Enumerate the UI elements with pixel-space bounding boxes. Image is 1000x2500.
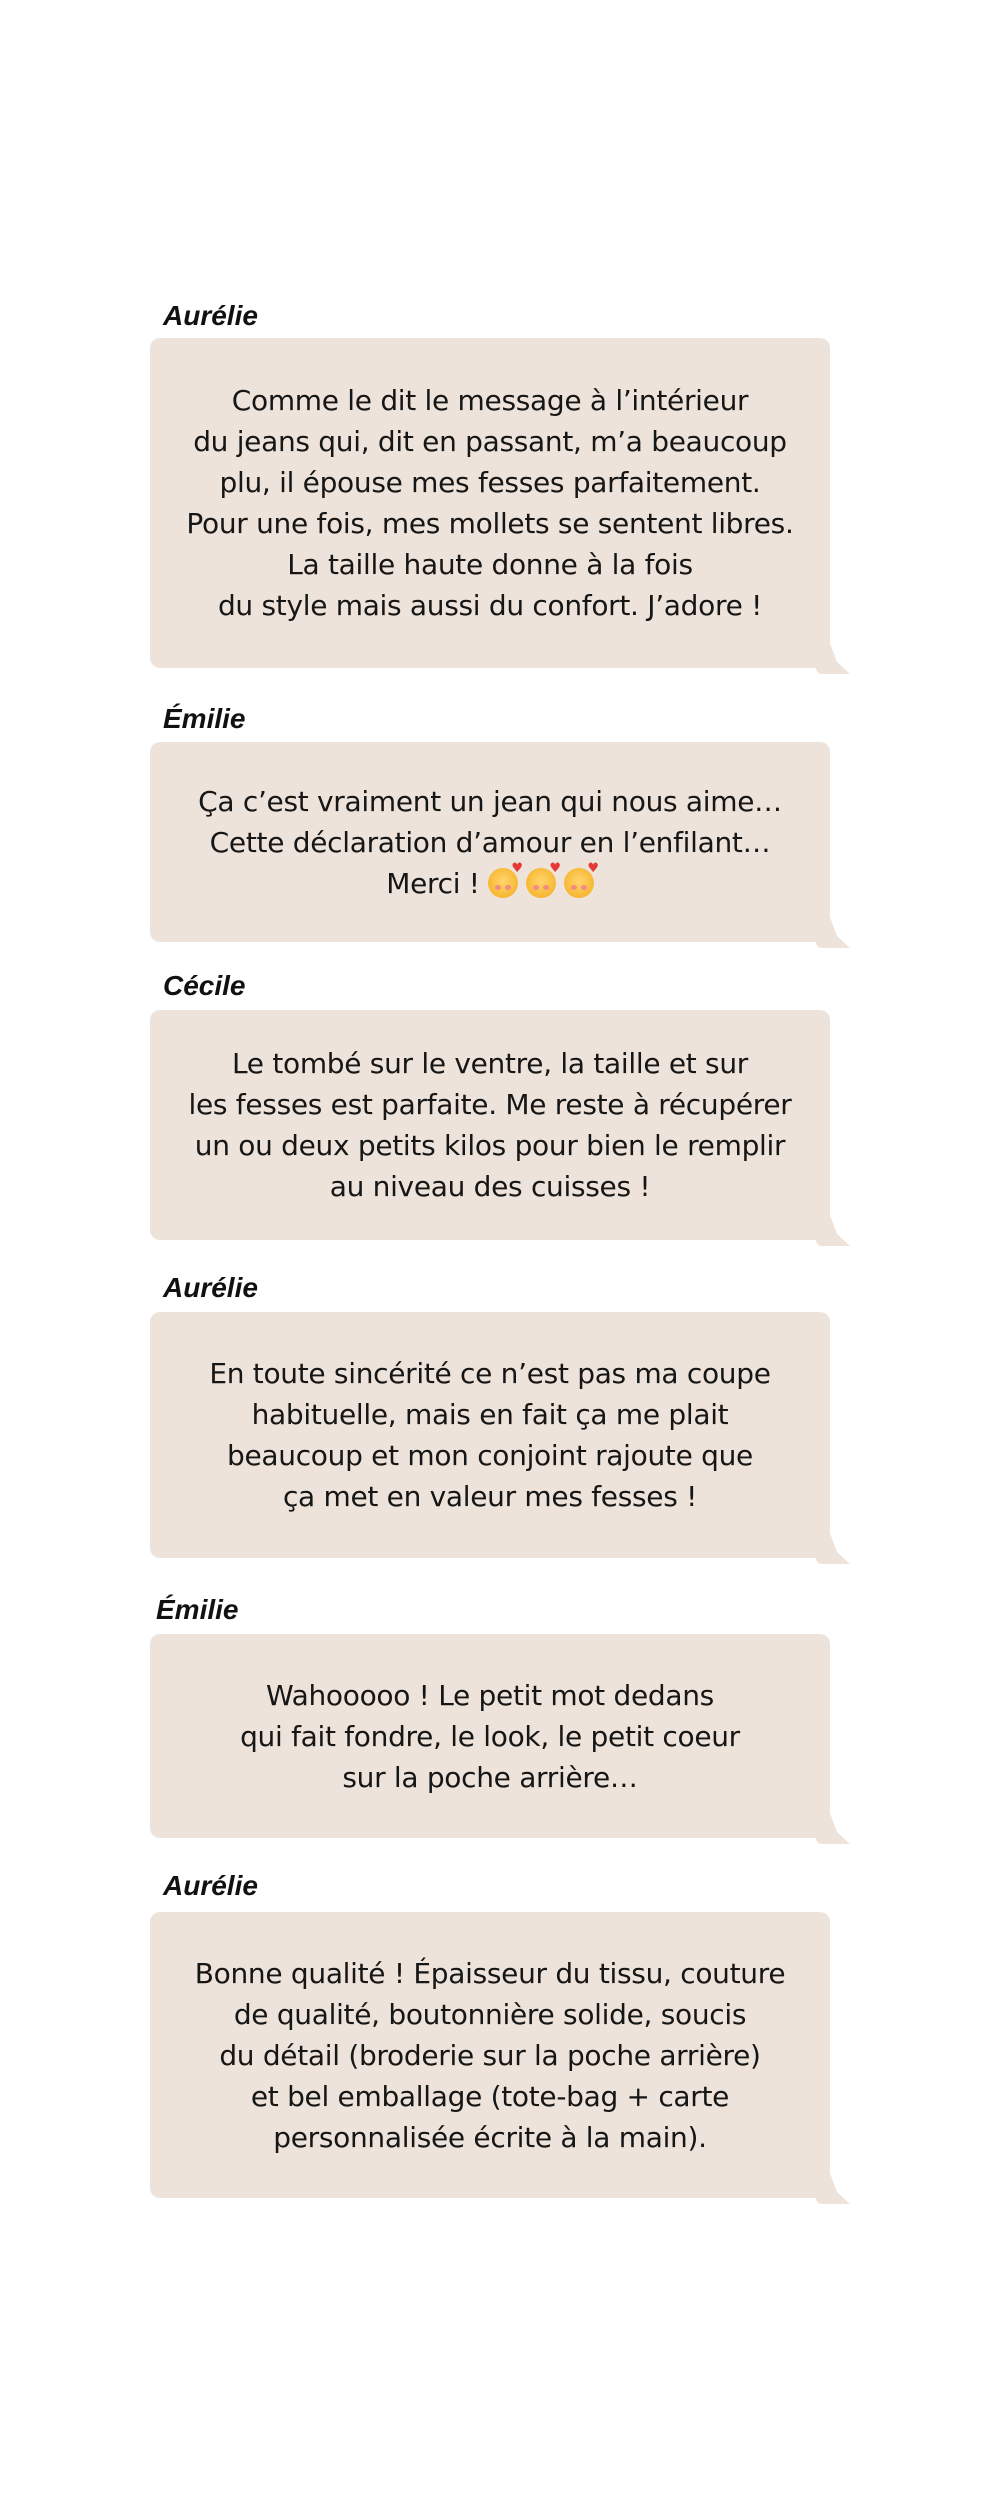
review-author: Cécile: [163, 970, 246, 1001]
message-bubble: [150, 1634, 830, 1838]
message-bubble: [150, 742, 830, 942]
review-text: Bonne qualité ! Épaisseur du tissu, couture de qualité, boutonnière solide, soucis du détail (broderie sur la poche arrière) et bel emballage (tote-bag + carte personnalisée écrite à la main).: [194, 1956, 786, 2154]
review-author: Aurélie: [163, 300, 258, 331]
smiling-face-with-hearts-icon: [564, 868, 594, 898]
review-text: Ça c’est vraiment un jean qui nous aime… Cette déclaration d’amour en l’enfilant… Merci !: [198, 784, 782, 900]
review-text: Comme le dit le message à l’intérieur du jeans qui, dit en passant, m’a beaucoup plu, il épouse mes fesses parfaitement. Pour une fois, mes mollets se sentent libres. La taille haute donne à la fois du style mais aussi du confort. J’adore !: [186, 384, 794, 622]
review-text: En toute sincérité ce n’est pas ma coupe habituelle, mais en fait ça me plait beaucoup et mon conjoint rajoute que ça met en valeur mes fesses !: [209, 1357, 771, 1513]
message-bubble: [150, 1312, 830, 1558]
smiling-face-with-hearts-icon: [526, 868, 556, 898]
message-bubble: [150, 1010, 830, 1240]
message-bubble: [150, 338, 830, 668]
review-text: Le tombé sur le ventre, la taille et sur les fesses est parfaite. Me reste à récupérer un ou deux petits kilos pour bien le remplir au niveau des cuisses !: [188, 1047, 792, 1203]
message-bubble: [150, 1912, 830, 2198]
review-text: Wahooooo ! Le petit mot dedans qui fait fondre, le look, le petit coeur sur la poche arrière…: [240, 1678, 740, 1794]
review-author: Émilie: [163, 703, 246, 734]
smiling-face-with-hearts-icon: [488, 868, 518, 898]
review-author: Aurélie: [163, 1272, 258, 1303]
review-author: Aurélie: [163, 1870, 258, 1901]
review-text-wrapper: [198, 781, 782, 904]
review-author: Émilie: [156, 1594, 239, 1625]
